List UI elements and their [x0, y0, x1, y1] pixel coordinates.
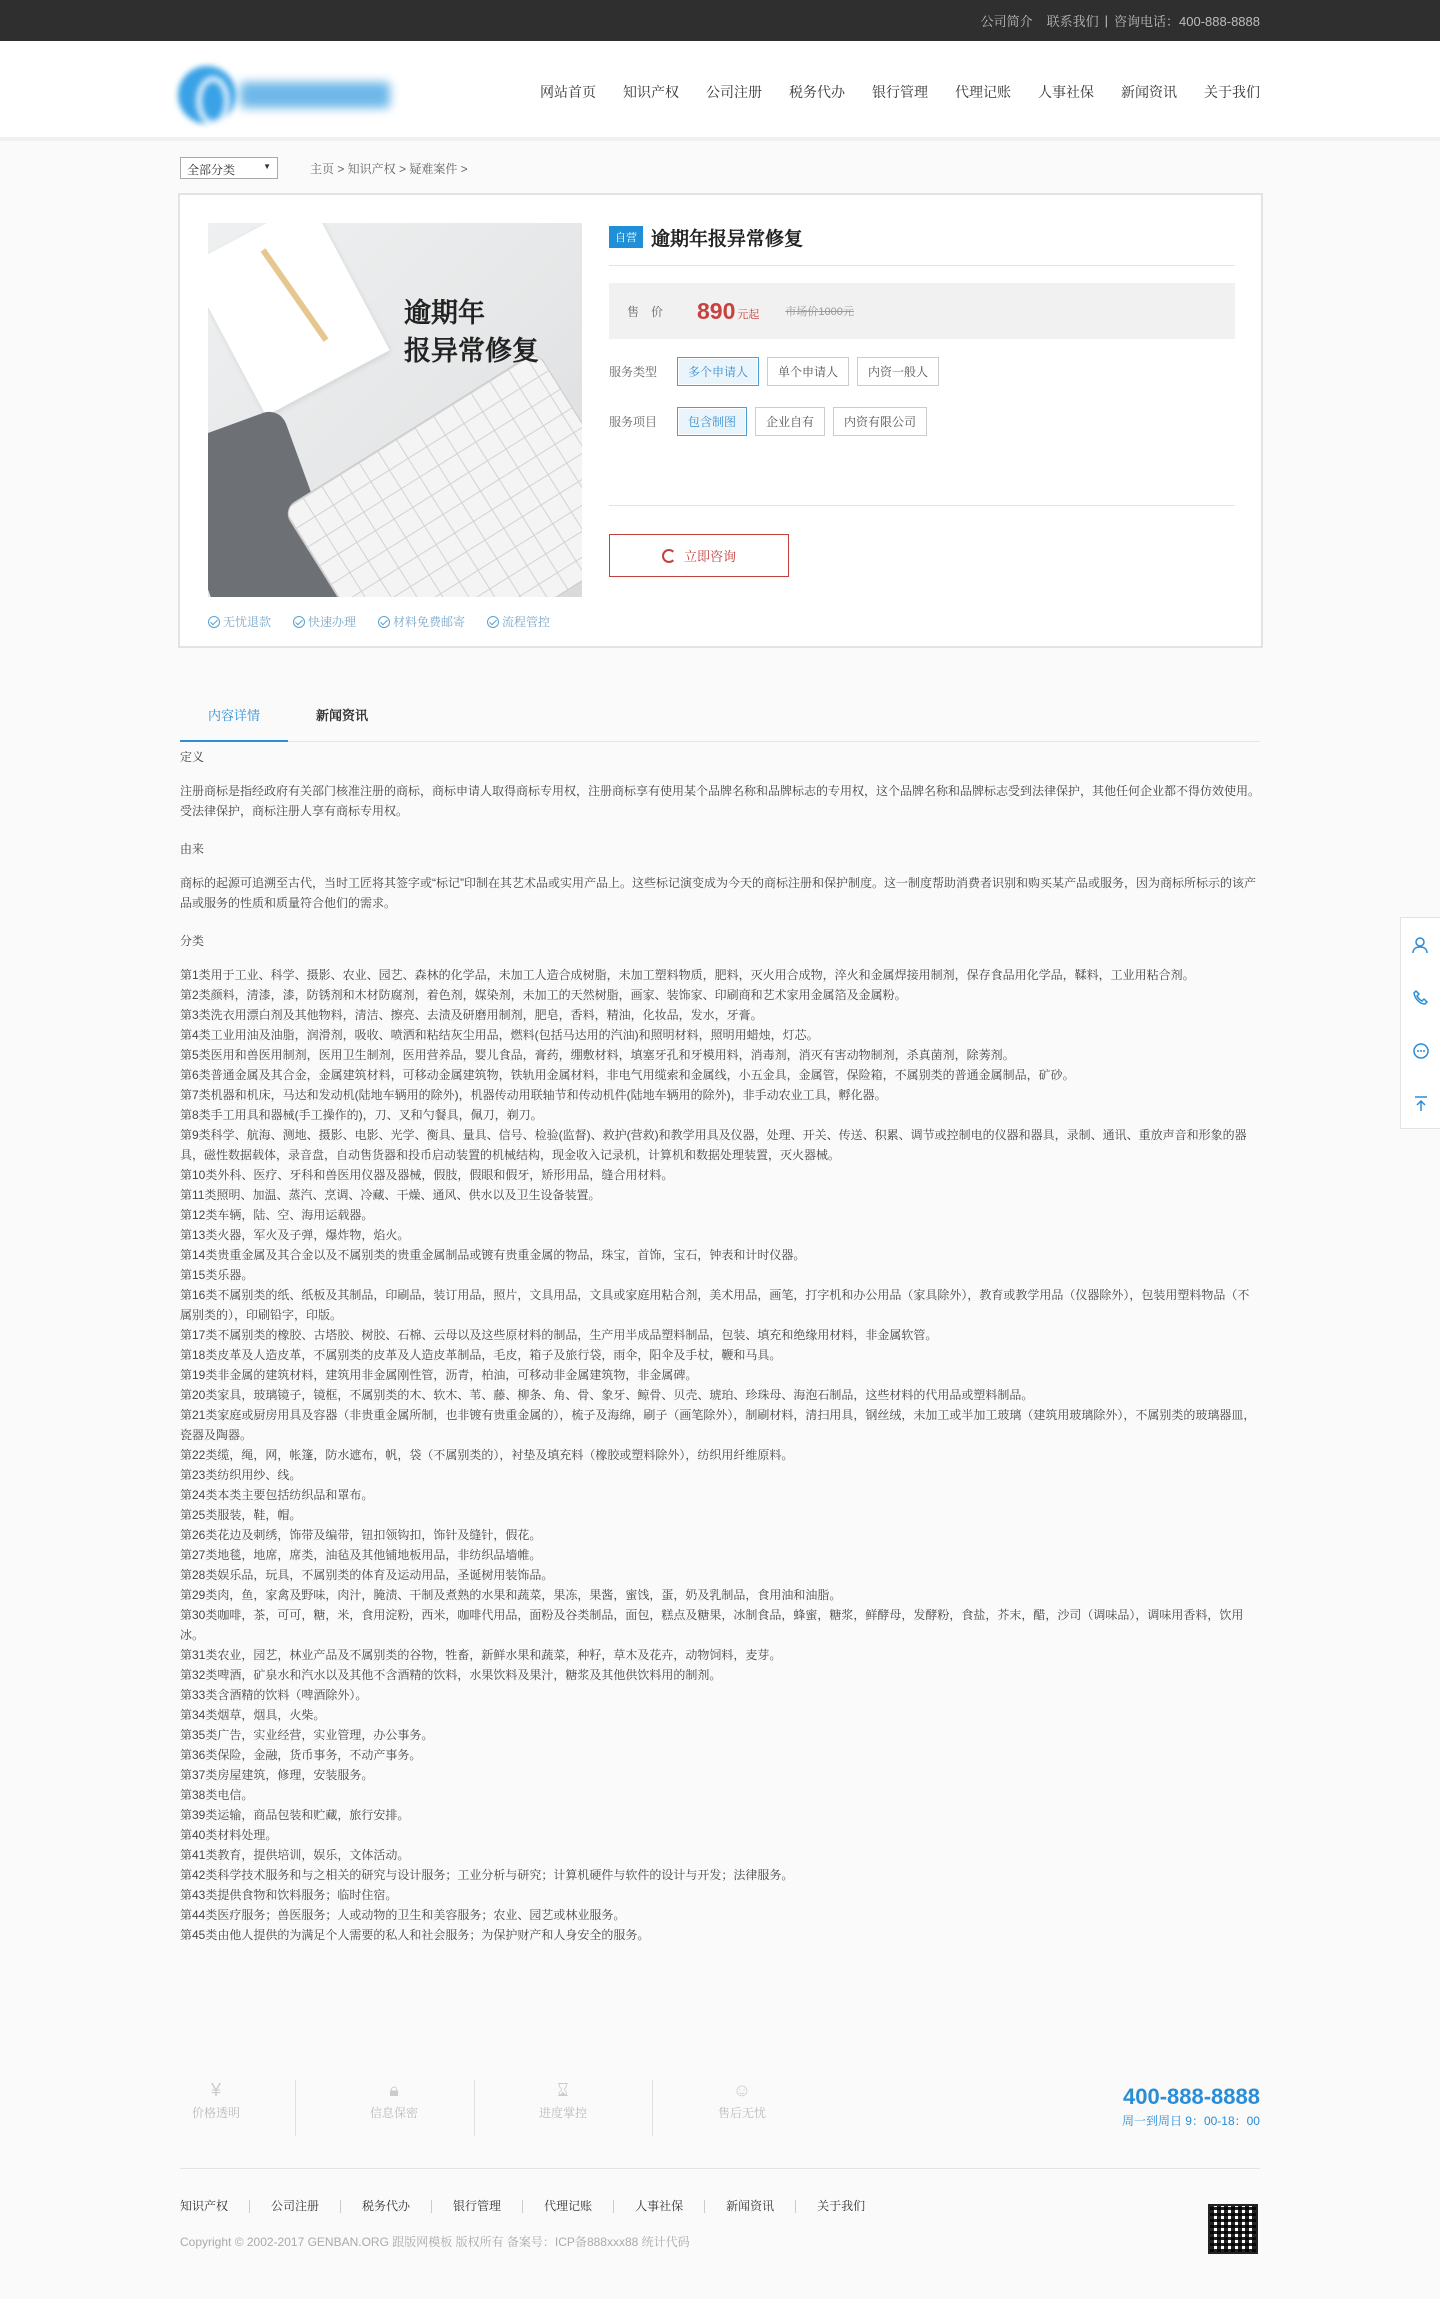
class-item: 第36类保险，金融，货币事务，不动产事务。	[180, 1748, 422, 1762]
price-unit: 元起	[737, 309, 760, 321]
class-item: 第21类家庭或厨房用具及容器（非贵重金属所制，也非镀有贵重金属的），梳子及海绵，刷子（画笔除外），制刷材料，清扫用具，钢丝绒，未加工或半加工玻璃（建筑用玻璃除外），不属别类的玻璃器皿，瓷器及陶器。	[180, 1408, 1256, 1442]
class-item: 第43类提供食物和饮料服务；临时住宿。	[180, 1888, 398, 1902]
breadcrumb-row	[180, 158, 468, 178]
guarantee-item	[487, 613, 550, 630]
hotline-number: 400-888-8888	[1122, 2084, 1260, 2109]
divider	[609, 265, 1235, 266]
guarantee-label: 流程管控	[502, 615, 551, 629]
class-item: 第5类医用和兽医用制剂，医用卫生制剂，医用营养品，婴儿食品，膏药，绷敷材料，填塞牙孔和牙模用料，消毒剂，消灭有害动物制剂，杀真菌剂，除莠剂。	[180, 1048, 1015, 1062]
market-price: 市场价1000元	[785, 306, 854, 318]
service-item-option[interactable]: 包含制图	[677, 407, 747, 436]
class-item: 第39类运输，商品包装和贮藏，旅行安排。	[180, 1808, 410, 1822]
category-select[interactable]	[180, 157, 278, 179]
class-item: 第25类服装，鞋，帽。	[180, 1508, 302, 1522]
guarantee-item	[293, 613, 356, 630]
product-panel	[178, 193, 1263, 648]
top-bar	[0, 0, 1440, 41]
class-item: 第17类不属别类的橡胶、古塔胶、树胶、石棉、云母以及这些原材料的制品，生产用半成品塑料制品，包装、填充和绝缘用材料，非金属软管。	[180, 1328, 938, 1342]
guarantee-list	[208, 613, 572, 630]
image-title-line1: 逾期年	[404, 298, 485, 329]
class-item: 第30类咖啡，茶，可可，糖，米，食用淀粉，西米，咖啡代用品，面粉及谷类制品，面包，糕点及糖果，冰制食品，蜂蜜，糖浆，鲜酵母，发酵粉，食盐，芥末，醋，沙司（调味品），调味用香料，饮用冰。	[180, 1608, 1244, 1642]
service-type-option[interactable]: 内资一般人	[857, 357, 939, 386]
class-item: 第12类车辆，陆、空、海用运载器。	[180, 1208, 374, 1222]
class-item: 第16类不属别类的纸、纸板及其制品，印刷品，装订用品，照片，文具用品，文具或家庭用粘合剂，美术用品，画笔，打字机和办公用品（家具除外），教育或教学用品（仪器除外），包装用塑料物品（不属别类的），印刷铅字，印版。	[180, 1288, 1250, 1322]
divider	[295, 2080, 296, 2136]
feature-label: 价格透明	[191, 2106, 240, 2120]
guarantee-label: 快速办理	[308, 615, 357, 629]
section-paragraph: 商标的起源可追溯至古代，当时工匠将其签字或“标记”印制在其艺术品或实用产品上。这些标记演变成为今天的商标注册和保护制度。这一制度帮助消费者识别和购买某产品或服务，因为商标所标示的该产品或服务的性质和质量符合他们的需求。	[180, 876, 1257, 910]
price-value: 890	[697, 297, 736, 324]
lock-icon: 🔒︎	[389, 2080, 399, 2100]
footer-link[interactable]: 人事社保	[614, 2200, 705, 2213]
top-link-contact[interactable]: 联系我们	[1046, 14, 1099, 29]
class-item: 第40类材料处理。	[180, 1828, 278, 1842]
service-item-option[interactable]: 内资有限公司	[833, 407, 927, 436]
class-item: 第2类颜料，清漆，漆，防锈剂和木材防腐剂，着色剂，媒染剂，未加工的天然树脂，画家、装饰家、印刷商和艺术家用金属箔及金属粉。	[180, 988, 907, 1002]
feature-item	[692, 2080, 792, 2121]
top-link-about[interactable]: 公司简介	[980, 14, 1033, 29]
detail-tabs	[180, 697, 1260, 742]
product-info	[609, 223, 1235, 564]
class-item: 第42类科学技术服务和与之相关的研究与设计服务；工业分析与研究；计算机硬件与软件的设计与开发；法律服务。	[180, 1868, 794, 1882]
nav-item-accounting[interactable]: 代理记账	[955, 84, 1011, 100]
tab-news[interactable]: 新闻资讯	[316, 708, 369, 723]
class-item: 第8类手工用具和器械(手工操作的)，刀、叉和勺餐具，佩刀，剃刀。	[180, 1108, 543, 1122]
footer-nav	[180, 2200, 886, 2213]
check-circle-icon	[378, 616, 390, 628]
class-item: 第20类家具，玻璃镜子，镜框，不属别类的木、软木、苇、藤、柳条、角、骨、象牙、鲸骨、贝壳、琥珀、珍珠母、海泡石制品，这些材料的代用品或塑料制品。	[180, 1388, 1034, 1402]
class-item: 第29类肉，鱼，家禽及野味，肉汁，腌渍、干制及煮熟的水果和蔬菜，果冻，果酱，蜜饯，蛋，奶及乳制品，食用油和油脂。	[180, 1588, 842, 1602]
divider	[609, 505, 1235, 506]
class-item: 第24类本类主要包括纺织品和罩布。	[180, 1488, 374, 1502]
keyboard-graphic	[283, 350, 582, 597]
tab-details[interactable]: 内容详情	[180, 697, 288, 742]
feature-item	[513, 2080, 613, 2121]
guarantee-label: 材料免费邮寄	[393, 615, 466, 629]
section-heading: 分类	[180, 934, 205, 948]
copyright: Copyright © 2002-2017 GENBAN.ORG 跟版网模板 版权所有 备案号：ICP备888xxx88 统计代码	[180, 2235, 690, 2249]
class-item: 第6类普通金属及其合金，金属建筑材料，可移动金属建筑物，铁轨用金属材料，非电气用缆索和金属线，小五金具，金属管，保险箱，不属别类的普通金属制品，矿砂。	[180, 1068, 1075, 1082]
class-item: 第35类广告，实业经营，实业管理，办公事务。	[180, 1728, 434, 1742]
footer-divider	[180, 2168, 1260, 2169]
site-logo[interactable]	[178, 58, 392, 128]
category-select-value: 全部分类	[187, 163, 236, 177]
nav-item-hr[interactable]: 人事社保	[1038, 84, 1094, 100]
class-item: 第38类电信。	[180, 1788, 254, 1802]
class-item: 第3类洗衣用漂白剂及其他物料，清洁、擦亮、去渍及研磨用制剂，肥皂，香料，精油，化妆品，发水，牙膏。	[180, 1008, 763, 1022]
section-heading: 由来	[180, 842, 205, 856]
logo-text	[240, 82, 390, 108]
yen-icon: ¥	[210, 2080, 221, 2100]
class-item: 第18类皮革及人造皮革，不属别类的皮革及人造皮革制品，毛皮，箱子及旅行袋，雨伞，阳伞及手杖，鞭和马具。	[180, 1348, 782, 1362]
class-item: 第26类花边及刺绣，饰带及编带，钮扣领钩扣，饰针及缝针，假花。	[180, 1528, 542, 1542]
user-icon[interactable]	[1401, 918, 1440, 971]
class-item: 第32类啤酒，矿泉水和汽水以及其他不含酒精的饮料，水果饮料及果汁，糖浆及其他供饮料用的制剂。	[180, 1668, 722, 1682]
nav-item-bank[interactable]: 银行管理	[872, 84, 928, 100]
feature-label: 进度掌控	[538, 2106, 587, 2120]
phone-icon[interactable]	[1401, 971, 1440, 1024]
class-item: 第27类地毯，地席，席类，油毡及其他铺地板用品，非纺织品墙帷。	[180, 1548, 542, 1562]
self-operated-badge: 自营	[609, 226, 643, 248]
check-circle-icon	[487, 616, 499, 628]
footer-hotline	[1122, 2084, 1260, 2129]
guarantee-item	[208, 613, 271, 630]
top-hotline: 咨询电话：400-888-8888	[1114, 14, 1260, 29]
feature-item	[344, 2080, 444, 2121]
class-item: 第22类缆，绳，网，帐篷，防水遮布，帆，袋（不属别类的），衬垫及填充料（橡胶或塑料除外），纺织用纤维原料。	[180, 1448, 794, 1462]
nav-item-tax[interactable]: 税务代办	[789, 84, 845, 100]
detail-content	[180, 747, 1260, 1945]
nav-item-home[interactable]: 网站首页	[540, 84, 596, 100]
class-item: 第37类房屋建筑，修理，安装服务。	[180, 1768, 374, 1782]
footer-link[interactable]: 新闻资讯	[705, 2200, 796, 2213]
class-item: 第28类娱乐品，玩具，不属别类的体育及运动用品，圣诞树用装饰品。	[180, 1568, 554, 1582]
footer-link[interactable]: 代理记账	[523, 2200, 614, 2213]
class-item: 第45类由他人提供的为满足个人需要的私人和社会服务；为保护财产和人身安全的服务。	[180, 1928, 650, 1942]
service-type-option[interactable]: 单个申请人	[767, 357, 849, 386]
headset-icon	[662, 549, 676, 563]
product-name: 逾期年报异常修复	[651, 228, 804, 250]
class-item: 第41类教育，提供培训，娱乐，文体活动。	[180, 1848, 410, 1862]
nav-item-company-register[interactable]: 公司注册	[706, 84, 762, 100]
service-features	[180, 2080, 1260, 2135]
service-hours: 周一到周日 9：00-18：00	[1121, 2114, 1260, 2128]
class-item: 第33类含酒精的饮料（啤酒除外）。	[180, 1688, 368, 1702]
footer-link[interactable]: 公司注册	[250, 2200, 341, 2213]
back-to-top-icon[interactable]	[1401, 1077, 1440, 1130]
divider	[652, 2080, 653, 2136]
logo-mark	[178, 66, 236, 124]
class-item: 第1类用于工业、科学、摄影、农业、园艺、森林的化学品，未加工人造合成树脂，未加工塑料物质，肥料，灭火用合成物，淬火和金属焊接用制剂，保存食品用化学品，鞣料，工业用粘合剂。	[180, 968, 1195, 982]
image-title	[404, 295, 539, 371]
footer-link[interactable]: 银行管理	[432, 2200, 523, 2213]
class-item: 第14类贵重金属及其合金以及不属别类的贵重金属制品或镀有贵重金属的物品，珠宝，首饰，宝石，钟表和计时仪器。	[180, 1248, 806, 1262]
service-type-option[interactable]: 多个申请人	[677, 357, 759, 386]
caret-down-icon: ▼	[263, 162, 271, 171]
notepad-graphic	[208, 223, 390, 416]
nav-item-ip[interactable]: 知识产权	[623, 84, 679, 100]
check-circle-icon	[293, 616, 305, 628]
footer-link[interactable]: 税务代办	[341, 2200, 432, 2213]
class-item: 第23类纺织用纱、线。	[180, 1468, 302, 1482]
service-item-row	[609, 407, 1235, 436]
guarantee-item	[378, 613, 465, 630]
product-image	[208, 223, 582, 597]
class-item: 第34类烟草，烟具，火柴。	[180, 1708, 326, 1722]
consult-button[interactable]	[609, 534, 789, 577]
service-person-icon: ☺	[732, 2080, 752, 2100]
class-list	[180, 965, 1260, 1945]
main-nav	[513, 82, 1260, 102]
nav-item-about[interactable]: 关于我们	[1204, 84, 1260, 100]
product-title-row	[609, 223, 1235, 251]
floating-sidebar	[1400, 917, 1440, 1129]
footer-link[interactable]: 知识产权	[180, 2200, 250, 2213]
class-item: 第7类机器和机床，马达和发动机(陆地车辆用的除外)，机器传动用联轴节和传动机件(陆地车辆用的除外)，非手动农业工具，孵化器。	[180, 1088, 887, 1102]
class-item: 第13类火器，军火及子弹，爆炸物，焰火。	[180, 1228, 410, 1242]
class-item: 第10类外科、医疗、牙科和兽医用仪器及器械，假肢，假眼和假牙，矫形用品，缝合用材料。	[180, 1168, 674, 1182]
service-type-label: 服务类型	[609, 365, 658, 379]
class-item: 第9类科学、航海、测地、摄影、电影、光学、衡具、量具、信号、检验(监督)、救护(营救)和教学用具及仪器，处理、开关、传送、积累、调节或控制电的仪器和器具，录制、通讯、重放声音和形象的器具，磁性数据载体，录音盘，自动售货器和投币启动装置的机械结构，现金收入记录机，计算机和数据处理装置，灭火器械。	[180, 1128, 1247, 1162]
hourglass-icon: ⌛︎	[557, 2080, 569, 2100]
qr-code-icon	[1208, 2204, 1258, 2254]
feature-label: 售后无忧	[717, 2106, 766, 2120]
price-box	[609, 283, 1235, 339]
class-item: 第15类乐器。	[180, 1268, 254, 1282]
image-title-line2: 报异常修复	[404, 336, 539, 367]
service-item-label: 服务项目	[609, 415, 658, 429]
footer-link[interactable]: 关于我们	[817, 2199, 866, 2213]
top-separator: |	[1104, 13, 1109, 28]
class-item: 第4类工业用油及油脂，润滑剂，吸收、喷洒和粘结灰尘用品，燃料(包括马达用的汽油)和照明材料，照明用蜡烛，灯芯。	[180, 1028, 819, 1042]
feature-item	[166, 2080, 266, 2121]
consult-label: 立即咨询	[683, 549, 736, 564]
section-paragraph: 注册商标是指经政府有关部门核准注册的商标，商标申请人取得商标专用权，注册商标享有使用某个品牌名称和品牌标志的专用权，这个品牌名称和品牌标志受到法律保护，其他任何企业都不得仿效使用。受法律保护，商标注册人享有商标专用权。	[180, 784, 1261, 818]
breadcrumb[interactable]: 主页 > 知识产权 > 疑难案件 >	[310, 161, 468, 176]
chat-icon[interactable]	[1401, 1024, 1440, 1077]
guarantee-label: 无忧退款	[223, 615, 272, 629]
service-item-option[interactable]: 企业自有	[755, 407, 825, 436]
feature-label: 信息保密	[369, 2106, 418, 2120]
class-item: 第31类农业，园艺，林业产品及不属别类的谷物，牲畜，新鲜水果和蔬菜，种籽，草木及花卉，动物饲料，麦芽。	[180, 1648, 782, 1662]
section-heading: 定义	[180, 750, 205, 764]
class-item: 第44类医疗服务；兽医服务；人或动物的卫生和美容服务；农业、园艺或林业服务。	[180, 1908, 626, 1922]
class-item: 第19类非金属的建筑材料，建筑用非金属刚性管，沥青，柏油，可移动非金属建筑物，非金属碑。	[180, 1368, 698, 1382]
divider	[474, 2080, 475, 2136]
service-type-row	[609, 357, 1235, 386]
site-header	[0, 41, 1440, 141]
class-item: 第11类照明、加温、蒸汽、烹调、冷藏、干燥、通风、供水以及卫生设备装置。	[180, 1188, 601, 1202]
price-label: 售 价	[627, 304, 664, 319]
check-circle-icon	[208, 616, 220, 628]
top-links	[967, 0, 1260, 41]
nav-item-news[interactable]: 新闻资讯	[1121, 84, 1177, 100]
